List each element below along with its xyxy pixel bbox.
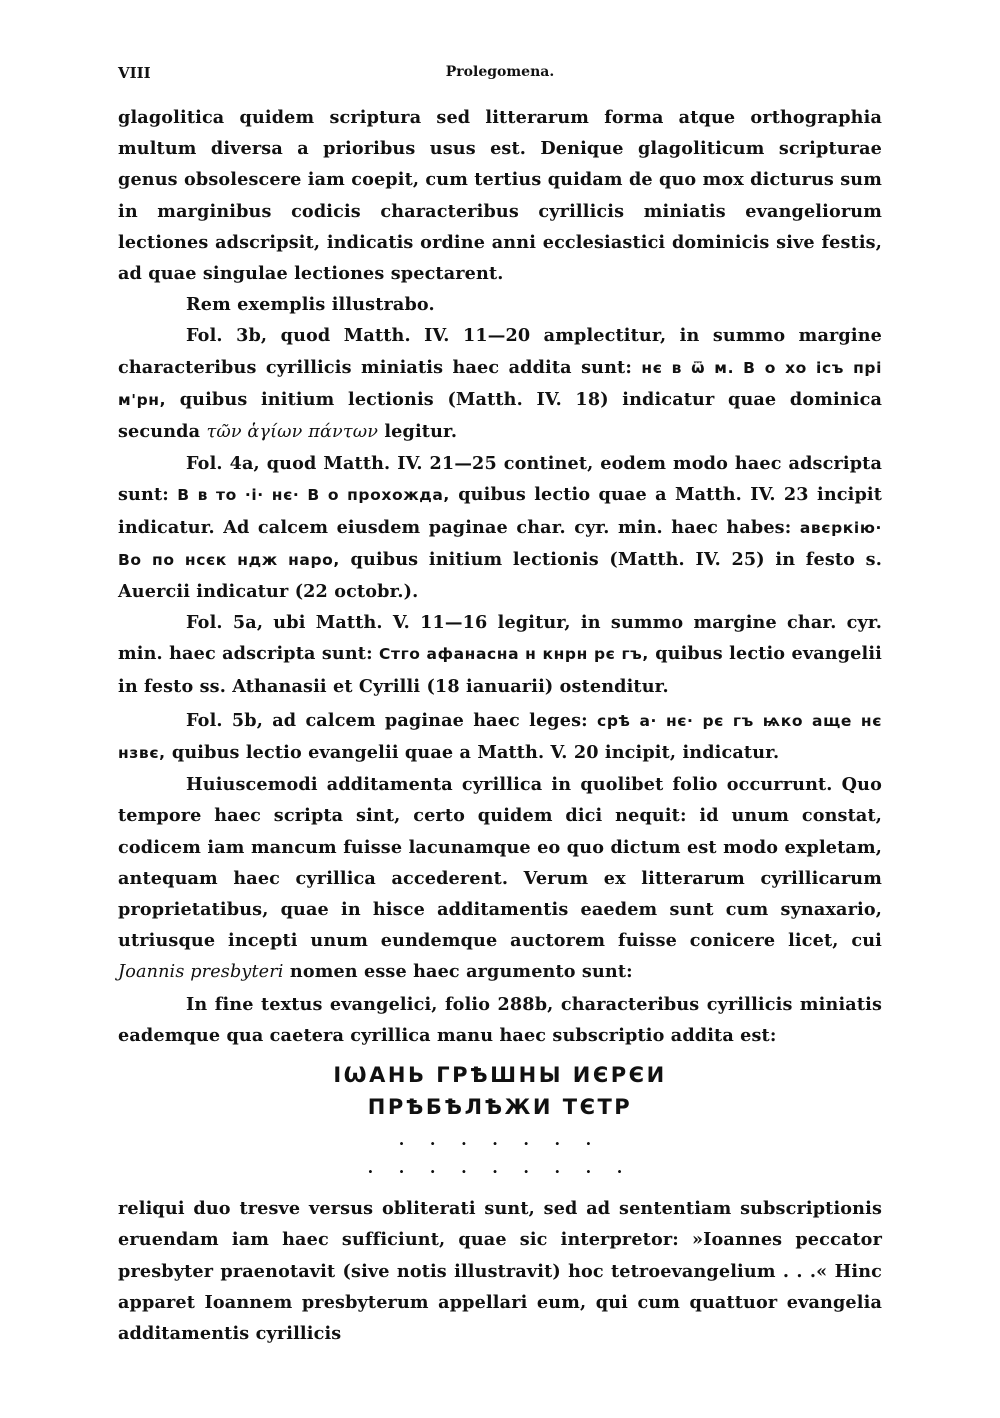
p3-text-1: Fol. 3b, quod Matth. IV. 11—20 amplectitur, in summo margine characteribus cyrillicis miniatis haec addita sunt: (118, 325, 882, 378)
page-header (118, 64, 882, 84)
paragraph-3 (118, 320, 882, 448)
paragraph-9: reliqui duo tresve versus obliterati sunt, sed ad sententiam subscriptionis eruendam iam haec sufficiunt, quae sic interpretor: »Ioannes peccator presbyter praenotavit (sive notis illustravit) hoc tetroevangelium . . .« Hinc apparet Ioannem presbyterum appellari eum, qui cum quattuor evangelia additamentis cyrillicis (118, 1198, 882, 1344)
p5-text-2: quibus lectio evangelii in festo ss. Athanasii et Cyrilli (18 ianuarii) ostenditur. (118, 643, 882, 697)
colophon-line-1: ІѠАНЬ ГРѢШНЫ ИЄРЄИ (333, 1063, 667, 1088)
paragraph-4 (118, 448, 882, 607)
paragraph-1: glagolitica quidem scriptura sed litterarum forma atque orthographia multum diversa a prioribus usus est. Denique glagoliticum scripturae genus obsolescere iam coepit, cum tertius quidam de quo mox dicturus sum in marginibus codicis characteribus cyrillicis miniatis evangeliorum lectiones adscripsit, indicatis ordine anni ecclesiastici dominicis sive festis, ad quae singulae lectiones spectarent. (118, 107, 882, 285)
paragraph-5 (118, 607, 882, 702)
page-number: VIII (118, 64, 151, 82)
p4-cyrillic-1: В в то ·і· нє· В о прохождa, (177, 486, 450, 505)
body-text (118, 102, 882, 1349)
p6-text-2: quibus lectio evangelii quae a Matth. V. 20 incipit, indicatur. (171, 742, 780, 764)
p3-greek: τῶν ἁγίων πάντων (206, 422, 379, 443)
p7-italic-name: Joannis presbyteri (118, 962, 284, 983)
p3-cyrillic: нє в ѿ м. В о хо ісъ прі м'рн, (118, 358, 883, 409)
p5-text-1: Fol. 5a, ubi Matth. V. 11—16 legitur, in summo margine char. cyr. min. haec adscripta sunt: (118, 612, 882, 665)
colophon-line-2: ПРѢБѢЛѢЖИ ТЄТР (367, 1095, 633, 1120)
p3-text-2: quibus initium lectionis (Matth. IV. 18) indicatur quae dominica secunda (118, 388, 882, 443)
p7-text-1: Huiuscemodi additamenta cyrillica in quolibet folio occurrunt. Quo tempore haec scripta sint, certo quidem dici nequit: id unum constat, codicem iam mancum fuisse lacunamque eo quo dictum est modo expletam, antequam haec cyrillica accederent. Verum ex litterarum cyrillicarum proprietatibus, quae in hisce additamentis eaedem sunt cum synaxario, utriusque incepti unum eundemque auctorem fuisse conicere licet, cui (118, 774, 882, 952)
p6-text-1: Fol. 5b, ad calcem paginae haec leges: (186, 709, 588, 731)
p4-cyrillic-2: авєркію· Во по нсєк ндж наро, (118, 518, 882, 569)
p4-text-1: Fol. 4a, quod Matth. IV. 21—25 continet, eodem modo haec adscripta sunt: (118, 453, 882, 506)
p3-text-3: legitur. (384, 421, 458, 443)
p6-cyrillic: срѣ а· нє· рє гъ ѩко аще нє нзвє, (118, 711, 882, 763)
paragraph-2: Rem exemplis illustrabo. (186, 294, 435, 316)
paragraph-6 (118, 705, 882, 769)
p5-cyrillic: Стго афанасна н кнрн рє гъ, (379, 645, 649, 664)
running-title: Prolegomena. (445, 64, 555, 80)
colophon-dots-1: . . . . . . . (398, 1130, 602, 1150)
paragraph-7 (118, 769, 882, 988)
paragraph-8: In fine textus evangelici, folio 288b, characteribus cyrillicis miniatis eademque qua caetera cyrillica manu haec subscriptio addita est: (118, 993, 882, 1046)
book-page (118, 0, 882, 1418)
p4-text-2: quibus lectio quae a Matth. IV. 23 incipit indicatur. Ad calcem eiusdem paginae char. cyr. min. haec habes: (118, 484, 883, 538)
colophon-dots-2: . . . . . . . . . (367, 1158, 633, 1178)
p7-text-2: nomen esse haec argumento sunt: (289, 961, 633, 983)
p4-text-3: quibus initium lectionis (Matth. IV. 25) in festo s. Auercii indicatur (22 octobr.). (118, 548, 883, 603)
colophon (118, 1059, 882, 1181)
